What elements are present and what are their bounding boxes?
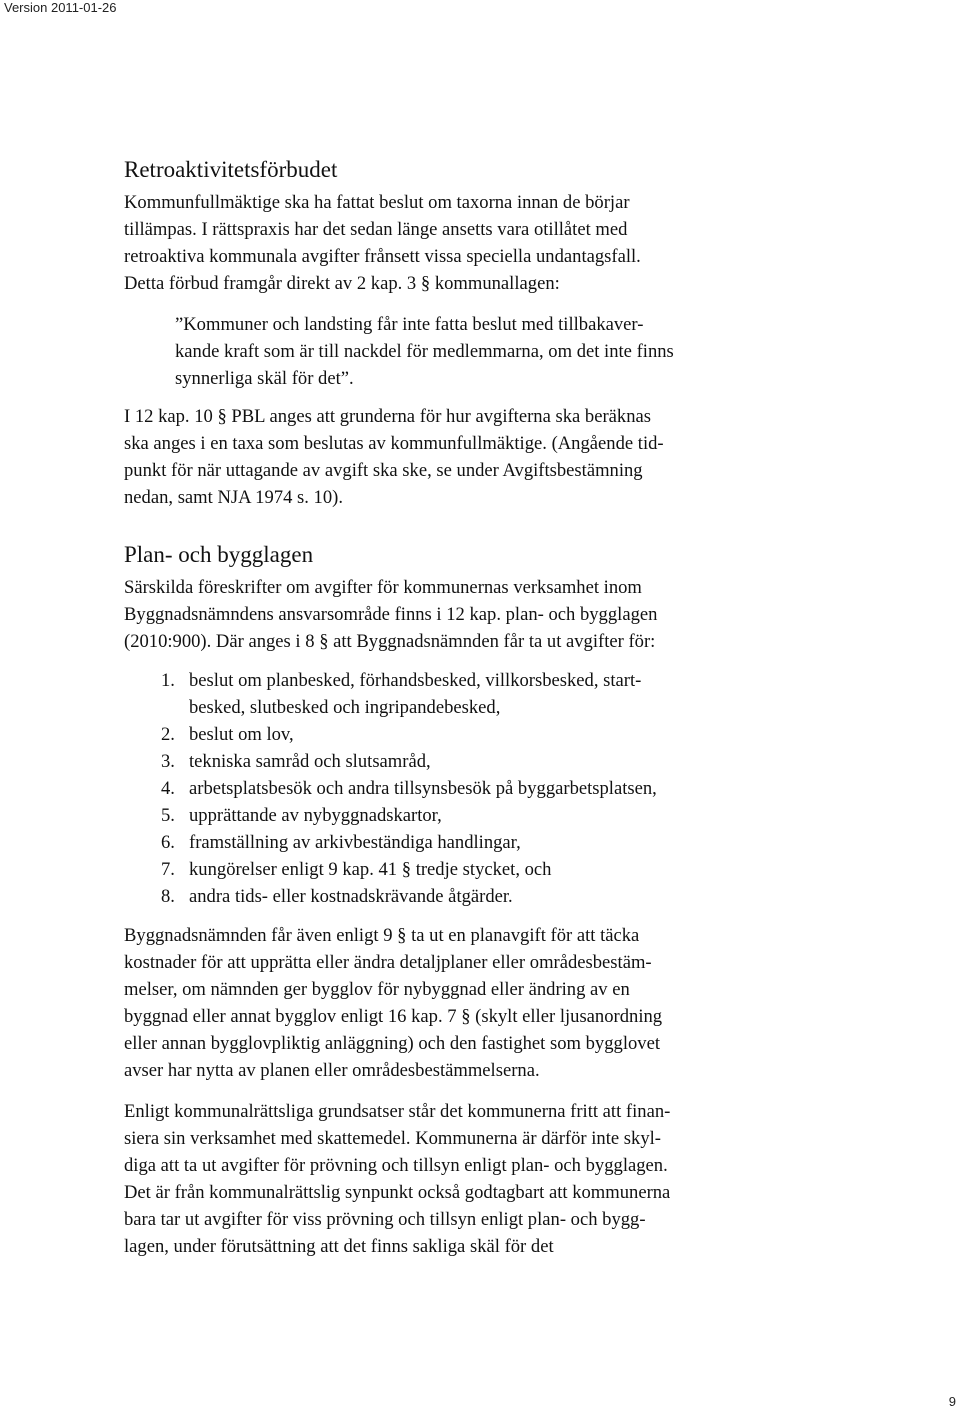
text-line: Kommunfullmäktige ska ha fattat beslut om taxorna innan de börjar xyxy=(124,192,630,213)
text-line: besked, slutbesked och ingripandebesked, xyxy=(189,697,501,718)
list-number: 4. xyxy=(161,778,175,799)
text-line: melser, om nämnden ger bygglov för nybyggnad eller ändring av en xyxy=(124,979,630,1000)
text-line: punkt för när uttagande av avgift ska ske, se under Avgiftsbestämning xyxy=(124,460,643,481)
list-item xyxy=(124,829,670,856)
list-item xyxy=(124,721,670,748)
text-line: Detta förbud framgår direkt av 2 kap. 3 § kommunallagen: xyxy=(124,273,560,294)
text-line: ska anges i en taxa som beslutas av kommunfullmäktige. (Angående tid- xyxy=(124,433,664,454)
paragraph xyxy=(124,574,670,655)
text-line: retroaktiva kommunala avgifter frånsett vissa speciella undantagsfall. xyxy=(124,246,641,267)
section-heading: Retroaktivitetsförbudet xyxy=(124,157,338,182)
text-line: Byggnadsnämnden får även enligt 9 § ta ut en planavgift för att täcka xyxy=(124,925,640,946)
list-item xyxy=(124,748,670,775)
text-line: diga att ta ut avgifter för prövning och tillsyn enligt plan- och bygglagen. xyxy=(124,1155,668,1176)
paragraph xyxy=(124,922,670,1084)
text-line: Enligt kommunalrättsliga grundsatser står det kommunerna fritt att finan- xyxy=(124,1101,671,1122)
text-line: kungörelser enligt 9 kap. 41 § tredje stycket, och xyxy=(189,859,552,880)
page-number: 9 xyxy=(948,1394,956,1409)
text-line: avser har nytta av planen eller områdesbestämmelserna. xyxy=(124,1060,540,1081)
text-line: andra tids- eller kostnadskrävande åtgärder. xyxy=(189,886,513,907)
text-line: byggnad eller annat bygglov enligt 16 kap. 7 § (skylt eller ljusanordning xyxy=(124,1006,663,1027)
text-line: upprättande av nybyggnadskartor, xyxy=(189,805,442,826)
list-item xyxy=(124,856,670,883)
text-line: (2010:900). Där anges i 8 § att Byggnadsnämnden får ta ut avgifter för: xyxy=(124,631,656,652)
text-line: framställning av arkivbeständiga handlingar, xyxy=(189,832,521,853)
fee-list xyxy=(124,667,670,910)
block-quote xyxy=(175,311,674,392)
text-line: Det är från kommunalrättslig synpunkt också godtagbart att kommunerna xyxy=(124,1182,671,1203)
text-line: tillämpas. I rättspraxis har det sedan länge ansetts vara otillåtet med xyxy=(124,219,628,240)
paragraph xyxy=(124,189,674,297)
list-number: 5. xyxy=(161,805,175,826)
text-line: beslut om planbesked, förhandsbesked, villkorsbesked, start- xyxy=(189,670,642,691)
text-line: ”Kommuner och landsting får inte fatta beslut med tillbakaver- xyxy=(175,314,644,335)
text-line: siera sin verksamhet med skattemedel. Kommunerna är därför inte skyl- xyxy=(124,1128,661,1149)
text-line: nedan, samt NJA 1974 s. 10). xyxy=(124,487,343,508)
text-line: bara tar ut avgifter för viss prövning och tillsyn enligt plan- och bygg- xyxy=(124,1209,646,1230)
text-line: arbetsplatsbesök och andra tillsynsbesök på byggarbetsplatsen, xyxy=(189,778,657,799)
list-item xyxy=(124,883,670,910)
list-number: 2. xyxy=(161,724,175,745)
text-line: synnerliga skäl för det”. xyxy=(175,368,354,389)
list-number: 6. xyxy=(161,832,175,853)
text-line: I 12 kap. 10 § PBL anges att grunderna för hur avgifterna ska beräknas xyxy=(124,406,651,427)
list-number: 7. xyxy=(161,859,175,880)
text-line: Byggnadsnämndens ansvarsområde finns i 12 kap. plan- och bygglagen xyxy=(124,604,658,625)
paragraph xyxy=(124,1098,670,1260)
section-heading: Plan- och bygglagen xyxy=(124,542,314,567)
section-plan-och-bygglagen xyxy=(124,540,670,1274)
section-retroaktivitet xyxy=(124,155,674,525)
list-item xyxy=(124,802,670,829)
text-line: kande kraft som är till nackdel för medlemmarna, om det inte finns xyxy=(175,341,674,362)
text-line: Särskilda föreskrifter om avgifter för kommunernas verksamhet inom xyxy=(124,577,642,598)
list-number: 1. xyxy=(161,670,175,691)
text-line: kostnader för att upprätta eller ändra detaljplaner eller områdesbestäm- xyxy=(124,952,652,973)
list-item xyxy=(124,667,670,721)
text-line: eller annan bygglovpliktig anläggning) och den fastighet som bygglovet xyxy=(124,1033,661,1054)
text-line: lagen, under förutsättning att det finns sakliga skäl för det xyxy=(124,1236,554,1257)
list-number: 8. xyxy=(161,886,175,907)
list-item xyxy=(124,775,670,802)
list-number: 3. xyxy=(161,751,175,772)
version-label: Version 2011-01-26 xyxy=(4,0,117,15)
text-line: beslut om lov, xyxy=(189,724,294,745)
text-line: tekniska samråd och slutsamråd, xyxy=(189,751,431,772)
paragraph xyxy=(124,403,674,511)
